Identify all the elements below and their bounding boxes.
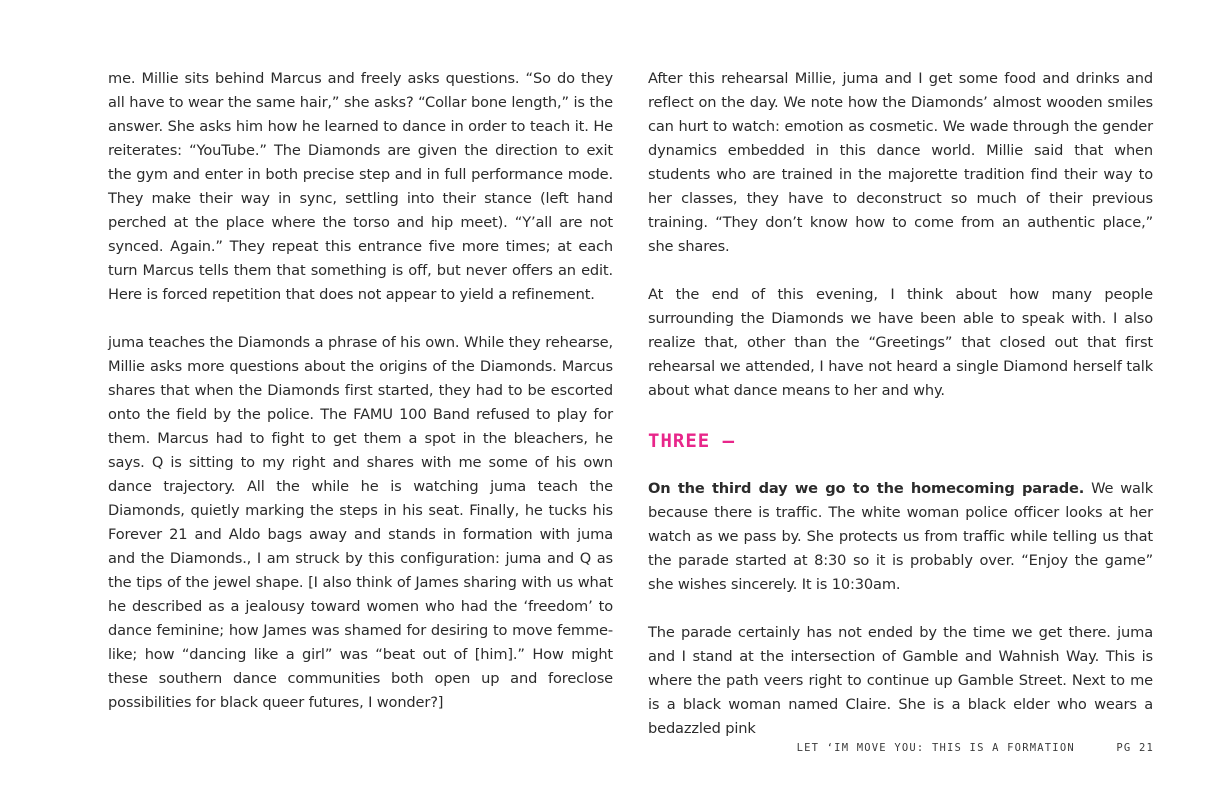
left-column [108, 67, 613, 739]
body-paragraph: me. Millie sits behind Marcus and freely asks questions. “So do they all have to wear the same hair,” she asks? “Collar bone length,” is the answer. She asks him how he learned to dance in order to teach it. He reiterates: “YouTube.” The Diamonds are given the direction to exit the gym and enter in both precise step and in full performance mode. They make their way in sync, settling into their stance (left hand perched at the place where the torso and hip meet). “Y’all are not synced. Again.” They repeat this entrance five more times; at each turn Marcus tells them that something is off, but never offers an edit. Here is forced repetition that does not appear to yield a refinement. [108, 70, 613, 303]
lead-paragraph [648, 477, 1153, 597]
lead-paragraph-rest: We walk because there is traffic. The white woman police officer looks at her watch as we pass by. She protects us from traffic while telling us that the parade started at 8:30 so it is probably over. “Enjoy the game” she wishes sincerely. It is 10:30am. [648, 480, 1154, 593]
page-number: PG 21 [1116, 742, 1154, 754]
page-footer [797, 742, 1154, 754]
body-paragraph: juma teaches the Diamonds a phrase of his own. While they rehearse, Millie asks more questions about the origins of the Diamonds. Marcus shares that when the Diamonds first started, they had to be escorted onto the field by the police. The FAMU 100 Band refused to play for them. Marcus had to fight to get them a spot in the bleachers, he says. Q is sitting to my right and shares with me some of his own dance trajectory. All the while he is watching juma teach the Diamonds, quietly marking the steps in his seat. Finally, he tucks his Forever 21 and Aldo bags away and stands in formation with juma and the Diamonds., I am struck by this configuration: juma and Q as the tips of the jewel shape. [I also think of James sharing with us what he described as a jealousy toward women who had the ‘freedom’ to dance feminine; how James was shamed for desiring to move femme-like; how “dancing like a girl” was “beat out of [him].” How might these southern dance communities both open up and foreclose possibilities for black queer futures, I wonder?] [108, 334, 613, 711]
right-column [648, 67, 1153, 765]
body-paragraph: At the end of this evening, I think about how many people surrounding the Diamonds we have been able to speak with. I also realize that, other than the “Greetings” that closed out that first rehearsal we attended, I have not heard a single Diamond herself talk about what dance means to her and why. [648, 286, 1153, 399]
running-title: LET ‘IM MOVE YOU: THIS IS A FORMATION [796, 742, 1075, 754]
body-paragraph: The parade certainly has not ended by the time we get there. juma and I stand at the intersection of Gamble and Wahnish Way. This is where the path veers right to continue up Gamble Street. Next to me is a black woman named Claire. She is a black elder who wears a bedazzled pink [648, 624, 1153, 737]
body-paragraph: After this rehearsal Millie, juma and I get some food and drinks and reflect on the day. We note how the Diamonds’ almost wooden smiles can hurt to watch: emotion as cosmetic. We wade through the gender dynamics embedded in this dance world. Millie said that when students who are trained in the majorette tradition find their way to her classes, they have to deconstruct so much of their previous training. “They don’t know how to come from an authentic place,” she shares. [648, 70, 1153, 255]
section-heading: THREE – [648, 430, 736, 452]
lead-bold-sentence: On the third day we go to the homecoming parade. [648, 480, 1085, 497]
